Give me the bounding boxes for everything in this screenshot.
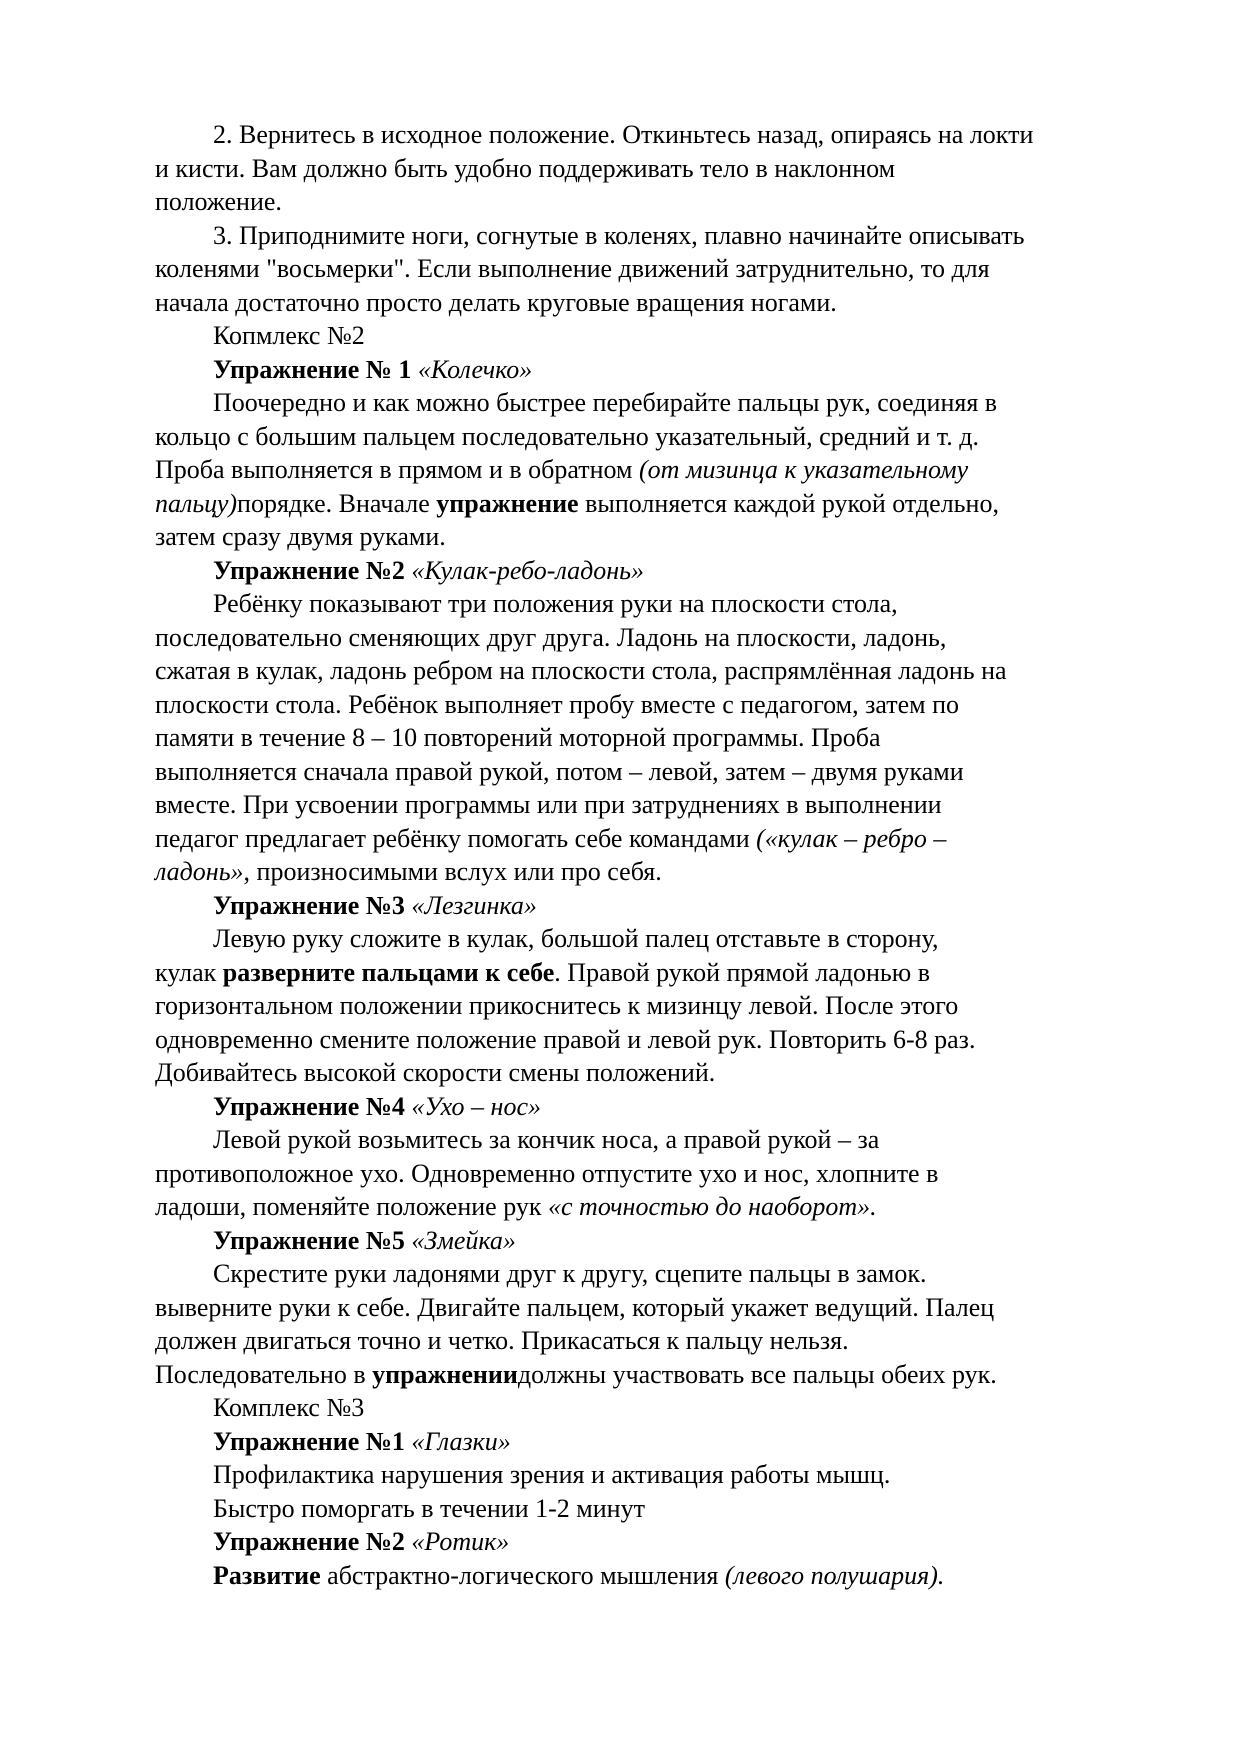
text-segment: (левого полушария).: [724, 1560, 945, 1590]
text-segment: Добивайтесь высокой скорости смены положений.: [155, 1058, 716, 1087]
text-line: [155, 956, 1155, 990]
text-segment: упражнении: [372, 1359, 518, 1389]
text-line: [155, 420, 1155, 454]
text-segment: сжатая в кулак, ладонь ребром на плоскости стола, распрямлённая ладонь на: [155, 656, 1007, 685]
text-segment: противоположное ухо. Одновременно отпустите ухо и нос, хлопните в: [155, 1158, 939, 1188]
text-line: [155, 654, 1155, 688]
text-segment: Проба выполняется в прямом и в обратном: [155, 455, 640, 484]
text-line: [155, 520, 1155, 554]
text-segment: должны участвовать все пальцы обеих рук.: [517, 1359, 997, 1389]
text-segment: «с точностью до наоборот».: [548, 1192, 877, 1221]
text-line: [155, 1525, 1155, 1559]
text-segment: Развитие: [213, 1560, 321, 1590]
text-segment: педагог предлагает ребёнку помогать себе командами: [155, 823, 757, 853]
text-line: [155, 788, 1155, 822]
text-segment: «Ухо – нос»: [411, 1091, 541, 1121]
text-line: [155, 822, 1155, 856]
text-line: [155, 118, 1155, 152]
text-line: [155, 1458, 1155, 1492]
text-segment: ладоши, поменяйте положение рук: [155, 1192, 548, 1221]
text-line: [155, 989, 1155, 1023]
text-line: [155, 1090, 1155, 1124]
text-segment: упражнение: [436, 488, 579, 518]
text-line: [155, 1257, 1155, 1291]
text-segment: Упражнение №5: [213, 1225, 412, 1255]
text-line: [155, 319, 1155, 353]
text-segment: вместе. При усвоении программы или при затруднениях в выполнении: [155, 790, 942, 819]
text-segment: выполняется каждой рукой отдельно,: [578, 488, 999, 518]
text-line: [155, 487, 1155, 521]
text-segment: плоскости стола. Ребёнок выполняет пробу вместе с педагогом, затем по: [155, 689, 960, 719]
text-segment: Упражнение №4: [213, 1091, 412, 1121]
text-segment: Левую руку сложите в кулак, большой палец отставьте в сторону,: [213, 924, 939, 953]
text-line: [155, 286, 1155, 320]
text-segment: «Глазки»: [411, 1426, 511, 1456]
text-line: [155, 889, 1155, 923]
text-segment: Копмлекс №2: [213, 321, 365, 350]
text-line: [155, 1391, 1155, 1425]
text-line: [155, 252, 1155, 286]
text-segment: . Правой рукой прямой ладонью в: [554, 957, 930, 987]
text-segment: положение.: [155, 187, 282, 216]
text-segment: начала достаточно просто делать круговые вращения ногами.: [155, 287, 837, 317]
text-line: [155, 755, 1155, 789]
text-line: [155, 1023, 1155, 1057]
text-segment: памяти в течение 8 – 10 повторений моторной программы. Проба: [155, 723, 881, 752]
text-segment: «Колечко»: [417, 354, 533, 384]
text-segment: должен двигаться точно и четко. Прикасаться к пальцу нельзя.: [155, 1326, 849, 1355]
text-segment: кулак: [155, 957, 223, 987]
text-segment: и кисти. Вам должно быть удобно поддерживать тело в наклонном: [155, 153, 896, 183]
text-line: [155, 353, 1155, 387]
text-segment: затем сразу двумя руками.: [155, 522, 446, 551]
text-line: [155, 1123, 1155, 1157]
text-segment: порядке. Вначале: [237, 488, 437, 518]
text-line: [155, 922, 1155, 956]
text-segment: последовательно сменяющих друг друга. Ладонь на плоскости, ладонь,: [155, 622, 947, 652]
text-segment: «Змейка»: [411, 1225, 516, 1255]
text-segment: горизонтальном положении прикоснитесь к мизинцу левой. После этого: [155, 991, 959, 1020]
text-segment: выверните руки к себе. Двигайте пальцем, который укажет ведущий. Палец: [155, 1292, 995, 1322]
text-segment: Поочередно и как можно быстрее перебирайте пальцы рук, соединяя в: [213, 388, 998, 417]
text-line: [155, 453, 1155, 487]
text-line: [155, 1056, 1155, 1090]
text-segment: ладонь»: [155, 857, 244, 886]
document-body: [155, 118, 1155, 1592]
text-line: [155, 185, 1155, 219]
text-segment: 3. Приподнимите ноги, согнутые в коленях, плавно начинайте описывать: [213, 220, 1025, 250]
text-segment: кольцо с большим пальцем последовательно указательный, средний и т. д.: [155, 421, 979, 451]
text-segment: Быстро поморгать в течении 1-2 минут: [213, 1493, 645, 1523]
text-segment: Упражнение №2: [213, 1527, 412, 1556]
text-line: [155, 554, 1155, 588]
text-segment: одновременно смените положение правой и левой рук. Повторить 6-8 раз.: [155, 1024, 976, 1054]
text-segment: , произносимыми вслух или про себя.: [243, 857, 662, 886]
text-segment: пальцу): [155, 488, 238, 518]
text-segment: «Кулак-ребо-ладонь»: [411, 555, 644, 585]
text-line: [155, 152, 1155, 186]
text-line: [155, 1190, 1155, 1224]
text-line: [155, 855, 1155, 889]
text-line: [155, 1425, 1155, 1459]
text-segment: «Ротик»: [411, 1527, 510, 1556]
text-segment: абстрактно-логического мышления: [320, 1560, 725, 1590]
text-segment: Комплекс №3: [213, 1393, 365, 1422]
text-segment: Упражнение №1: [213, 1426, 412, 1456]
text-segment: коленями "восьмерки". Если выполнение движений затруднительно, то для: [155, 254, 990, 283]
text-segment: Последовательно в: [155, 1359, 373, 1389]
text-segment: Упражнение №2: [213, 555, 412, 585]
text-line: [155, 1358, 1155, 1392]
text-line: [155, 1157, 1155, 1191]
text-segment: выполняется сначала правой рукой, потом – левой, затем – двумя руками: [155, 756, 964, 786]
text-segment: Упражнение №3: [213, 890, 412, 920]
text-segment: Скрестите руки ладонями друг к другу, сцепите пальцы в замок.: [213, 1259, 927, 1288]
text-line: [155, 1559, 1155, 1593]
text-line: [155, 1224, 1155, 1258]
text-segment: 2. Вернитесь в исходное положение. Откиньтесь назад, опираясь на локти: [213, 120, 1034, 149]
text-line: [155, 1492, 1155, 1526]
text-line: [155, 621, 1155, 655]
text-segment: («кулак – ребро –: [756, 823, 947, 853]
text-segment: Профилактика нарушения зрения и активация работы мышц.: [213, 1460, 891, 1489]
text-segment: разверните пальцами к себе: [222, 957, 555, 987]
text-segment: Левой рукой возьмитесь за кончик носа, а правой рукой – за: [213, 1125, 880, 1154]
text-line: [155, 219, 1155, 253]
text-line: [155, 688, 1155, 722]
text-segment: Упражнение № 1: [213, 354, 418, 384]
text-line: [155, 721, 1155, 755]
text-line: [155, 386, 1155, 420]
text-line: [155, 1291, 1155, 1325]
text-line: [155, 587, 1155, 621]
text-segment: (от мизинца к указательному: [639, 455, 969, 484]
text-segment: Ребёнку показывают три положения руки на плоскости стола,: [213, 589, 898, 618]
text-segment: «Лезгинка»: [411, 890, 537, 920]
text-line: [155, 1324, 1155, 1358]
